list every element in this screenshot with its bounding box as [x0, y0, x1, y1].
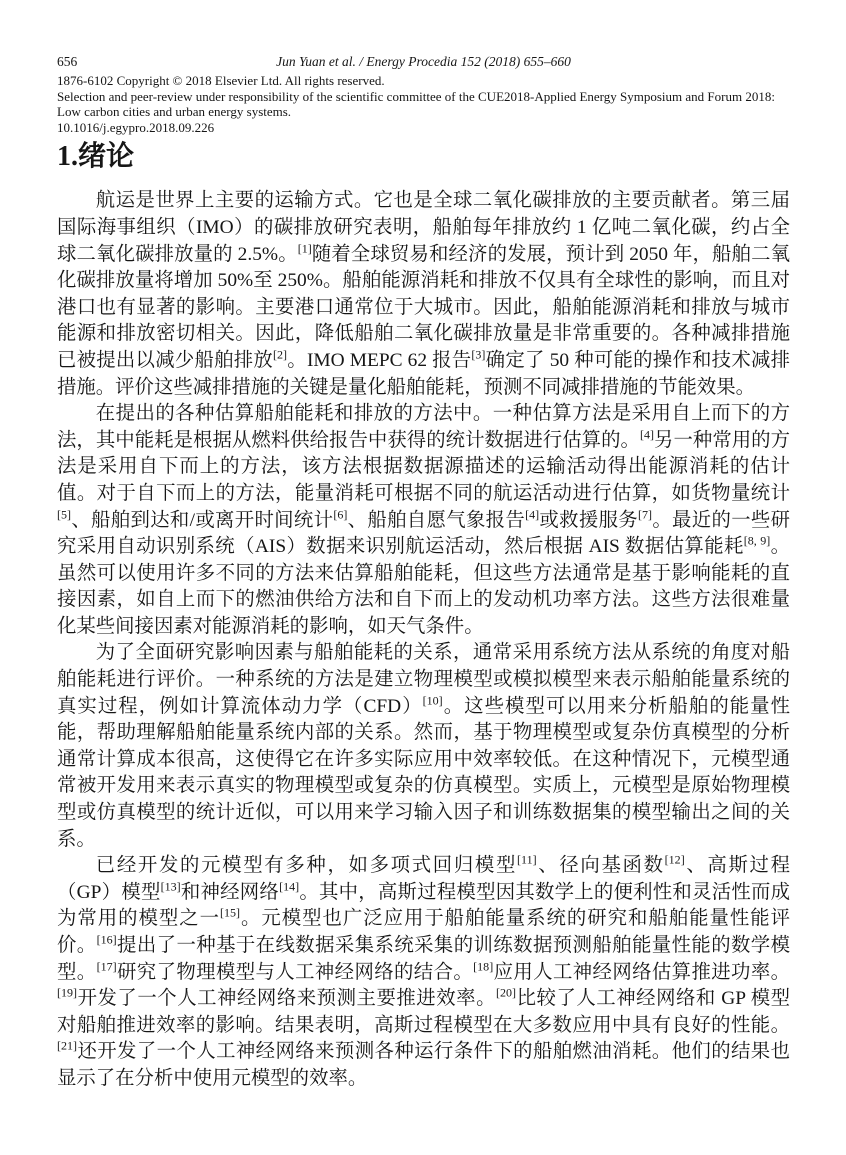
citation-ref: [19] [57, 985, 78, 1000]
citation-ref: [12] [664, 852, 685, 867]
citation-ref: [4] [639, 427, 654, 442]
front-matter [57, 73, 790, 135]
selection-line: Selection and peer-review under responsibility of the scientific committee of the CUE2018-Applied Energy Symposium and Forum 2018: Low carbon cities and urban energy systems. [57, 88, 775, 120]
section-heading: 1.绪论 [57, 141, 135, 173]
copyright-line: 1876-6102 Copyright © 2018 Elsevier Ltd. All rights reserved. [57, 73, 385, 88]
paragraph [57, 401, 790, 640]
citation-ref: [2] [273, 347, 288, 362]
citation-ref: [11] [517, 852, 537, 867]
citation-ref: [10] [422, 693, 443, 708]
citation-ref: [15] [219, 905, 240, 920]
paragraph-text: 、船舶自愿气象报告 [347, 509, 526, 531]
paragraph-text: 开发了一个人工神经网络来预测主要推进效率。 [77, 988, 497, 1010]
paragraph-text: 研究了物理模型与人工神经网络的结合。 [116, 961, 474, 983]
citation-ref: [4] [525, 507, 540, 522]
paragraph-text: 。虽然可以使用许多不同的方法来估算船舶能耗，但这些方法通常是基于影响能耗的直接因素，如自上而下的燃油供给方法和自下而上的发动机功率方法。这些方法很难量化某些间接因素对能源消耗的影响，如天气条件。 [57, 536, 791, 637]
paragraph-text: 和神经网络 [180, 881, 280, 903]
paragraph-text: 、船舶到达和/或离开时间统计 [71, 509, 334, 531]
paragraph-text: 已经开发的元模型有多种，如多项式回归模型 [95, 855, 518, 877]
citation-ref: [18] [473, 959, 494, 974]
paragraph-text: 另一种常用的方法是采用自下而上的方法，该方法根据数据源描述的运输活动得出能源消耗的估计值。对于自下而上的方法，能量消耗可根据不同的航运活动进行估算，如货物量统计 [57, 429, 791, 504]
paragraph-text: 。这些模型可以用来分析船舶的能量性能，帮助理解船舶能量系统内部的关系。然而，基于物理模型或复杂仿真模型的分析通常计算成本很高，这使得它在许多实际应用中效率较低。在这种情况下，元模型通常被开发用来表示真实的物理模型或复杂的仿真模型。实质上，元模型是原始物理模型或仿真模型的统计近似，可以用来学习输入因子和训练数据集的模型输出之间的关系。 [57, 695, 790, 850]
paragraph-text: 或救援服务 [539, 509, 638, 531]
paragraph-text: 在提出的各种估算船舶能耗和排放的方法中。一种估算方法是采用自上而下的方法，其中能耗是根据从燃料供给报告中获得的统计数据进行估算的。 [57, 403, 790, 451]
paragraph-text: 。IMO MEPC 62 报告 [287, 349, 472, 371]
citation-ref: [5] [57, 507, 72, 522]
citation-ref: [16] [96, 932, 117, 947]
paragraph-text: 比较了人工神经网络和 GP 模型对船舶推进效率的影响。结果表明，高斯过程模型在大多数应用中具有良好的性能。 [57, 988, 791, 1036]
paragraph-text: 应用人工神经网络估算推进功率。 [493, 961, 791, 983]
citation-ref: [8, 9] [743, 533, 771, 548]
paragraph [57, 853, 790, 1092]
paragraph-text: 还开发了一个人工神经网络来预测各种运行条件下的船舶燃油消耗。他们的结果也显示了在分析中使用元模型的效率。 [57, 1041, 790, 1089]
citation-ref: [14] [279, 879, 300, 894]
citation-ref: [13] [160, 879, 181, 894]
citation-ref: [20] [496, 985, 517, 1000]
citation-ref: [21] [57, 1038, 78, 1053]
paragraph-text: 。元模型也广泛应用于船舶能量系统的研究和船舶能量性能评价。 [57, 908, 791, 956]
paragraph-text: 。其中，高斯过程模型因其数学上的便利性和灵活性而成为常用的模型之一 [57, 881, 791, 930]
paragraph [57, 640, 790, 853]
doi-line: 10.1016/j.egypro.2018.09.226 [57, 119, 215, 135]
paragraph [57, 188, 790, 401]
paragraph-text: 、径向基函数 [536, 855, 665, 877]
citation-ref: [1] [297, 241, 312, 256]
paragraph-text: 随着全球贸易和经济的发展，预计到 2050 年，船舶二氧化碳排放量将增加 50%至 250%。船舶能源消耗和排放不仅具有全球性的影响，而且对港口也有显著的影响。主要港口通常位于大城市。因此，船舶能源消耗和排放与城市能源和排放密切相关。因此，降低船舶二氧化碳排放量是非常重要的。各种减排措施已被提出以减少船舶排放 [57, 243, 790, 371]
paragraph-text: 、高斯过程（GP）模型 [57, 855, 791, 903]
citation-ref: [6] [333, 507, 348, 522]
paragraph-text: 。最近的一些研究采用自动识别系统（AIS）数据来识别航运活动，然后根据 AIS 数据估算能耗 [57, 509, 791, 558]
body-paragraphs [57, 188, 790, 1092]
citation-ref: [3] [471, 347, 486, 362]
citation-ref: [7] [638, 507, 653, 522]
page-header [57, 54, 790, 70]
paragraph-text: 提出了一种基于在线数据采集系统采集的训练数据预测船舶能量性能的数学模型。 [57, 935, 790, 983]
page-number: 656 [57, 54, 78, 69]
paragraph-text: 确定了 50 种可能的操作和技术减排措施。评价这些减排措施的关键是量化船舶能耗，预测不同减排措施的节能效果。 [57, 349, 790, 398]
citation-ref: [17] [96, 959, 117, 974]
paragraph-text: 为了全面研究影响因素与船舶能耗的关系，通常采用系统方法从系统的角度对船舶能耗进行评价。一种系统的方法是建立物理模型或模拟模型来表示船舶能量系统的真实过程，例如计算流体动力学（CFD） [57, 642, 790, 717]
running-head: Jun Yuan et al. / Energy Procedia 152 (2018) 655–660 [276, 54, 571, 69]
paragraph-text: 航运是世界上主要的运输方式。它也是全球二氧化碳排放的主要贡献者。第三届国际海事组织（IMO）的碳排放研究表明，船舶每年排放约 1 亿吨二氧化碳，约占全球二氧化碳排放量的 2.5%。 [57, 190, 790, 265]
